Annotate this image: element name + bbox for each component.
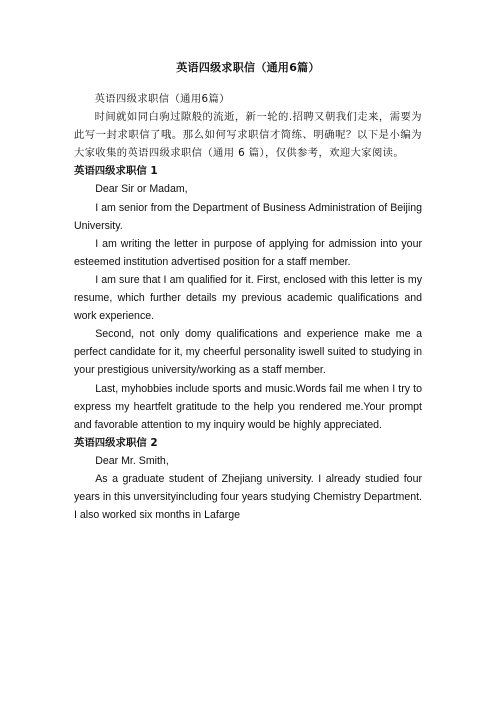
letter1-paragraph: I am writing the letter in purpose of applying for admission into your esteemed institution advertised position for a staff member.: [74, 237, 422, 268]
letter1-paragraph: Last, myhobbies include sports and music.Words fail me when I try to express my heartfelt gratitude to the help you rendered me.Your prompt and favorable attention to my inquiry would be highly appreciated.: [74, 382, 422, 431]
section-heading-2: 英语四级求职信 2: [74, 436, 158, 449]
letter2-paragraph: As a graduate student of Zhejiang university. I already studied four years in this unversityincluding four years studying Chemistry Department. I also worked six months in Lafarge: [74, 472, 422, 522]
letter1-paragraph: I am senior from the Department of Business Administration of Beijing University.: [74, 201, 422, 232]
letter1-salutation: Dear Sir or Madam,: [95, 183, 188, 196]
document-page: [74, 60, 422, 524]
section-heading-1: 英语四级求职信 1: [74, 165, 158, 178]
intro-paragraph: 时间就如同白驹过隙般的流逝，新一轮的.招聘又朝我们走来，需要为此写一封求职信了哦。那么如何写求职信才简练、明确呢？以下是小编为大家收集的英语四级求职信（通用 6 篇），仅供参考，欢迎大家阅读。: [74, 111, 422, 160]
letter1-paragraph: I am sure that I am qualified for it. First, enclosed with this letter is my resume, which further details my previous academic qualifications and work experience.: [74, 273, 422, 323]
letter2-salutation: Dear Mr. Smith,: [95, 454, 169, 467]
letter1-paragraph: Second, not only domy qualifications and experience make me a perfect candidate for it, my cheerful personality iswell suited to studying in your prestigious university/working as a staff member.: [74, 328, 422, 377]
document-subtitle: 英语四级求职信（通用6篇）: [94, 93, 230, 105]
document-title: 英语四级求职信（通用6篇）: [176, 61, 320, 74]
